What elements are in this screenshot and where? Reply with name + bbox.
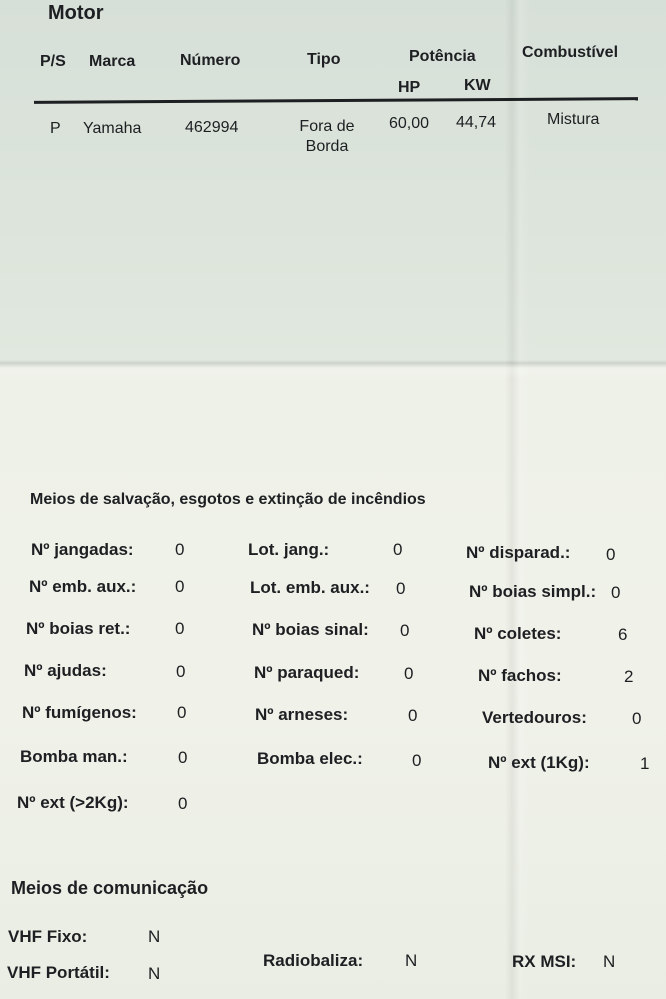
value-radiobaliza: N bbox=[405, 951, 418, 970]
header-numero: Número bbox=[180, 52, 241, 69]
cell-hp: 60,00 bbox=[389, 115, 430, 132]
value-ext-1kg: 1 bbox=[640, 754, 650, 773]
header-tipo: Tipo bbox=[307, 51, 341, 68]
cell-numero: 462994 bbox=[185, 119, 239, 136]
label-fachos: Nº fachos: bbox=[478, 666, 562, 685]
label-lot-jang: Lot. jang.: bbox=[248, 540, 330, 559]
header-hp: HP bbox=[398, 79, 421, 96]
label-lot-emb-aux: Lot. emb. aux.: bbox=[250, 578, 370, 597]
label-ext-2kg: Nº ext (>2Kg): bbox=[17, 793, 129, 812]
label-rx-msi: RX MSI: bbox=[512, 952, 577, 971]
label-vhf-fixo: VHF Fixo: bbox=[8, 927, 88, 946]
value-boias-simpl: 0 bbox=[611, 583, 621, 602]
value-vhf-portatil: N bbox=[148, 964, 161, 983]
value-lot-jang: 0 bbox=[393, 540, 403, 559]
label-boias-sinal: Nº boias sinal: bbox=[252, 620, 369, 639]
cell-tipo-line2: Borda bbox=[305, 138, 349, 155]
value-vhf-fixo: N bbox=[148, 927, 161, 946]
header-potencia: Potência bbox=[409, 48, 476, 65]
salvacao-section-title: Meios de salvação, esgotos e extinção de incêndios bbox=[30, 491, 426, 508]
value-bomba-elec: 0 bbox=[412, 751, 422, 770]
header-rule bbox=[34, 97, 638, 104]
value-disparad: 0 bbox=[606, 545, 616, 564]
value-lot-emb-aux: 0 bbox=[396, 579, 406, 598]
value-boias-ret: 0 bbox=[175, 619, 185, 638]
header-combustivel: Combustível bbox=[522, 44, 619, 61]
label-bomba-elec: Bomba elec.: bbox=[257, 749, 363, 768]
label-disparad: Nº disparad.: bbox=[466, 543, 571, 562]
value-coletes: 6 bbox=[618, 625, 628, 644]
cell-kw: 44,74 bbox=[456, 114, 497, 131]
value-boias-sinal: 0 bbox=[400, 621, 410, 640]
label-vhf-portatil: VHF Portátil: bbox=[7, 963, 110, 982]
label-paraqued: Nº paraqued: bbox=[254, 663, 360, 682]
header-kw: KW bbox=[464, 77, 491, 94]
cell-ps: P bbox=[50, 120, 61, 137]
label-fumigenos: Nº fumígenos: bbox=[22, 703, 137, 722]
header-marca: Marca bbox=[89, 53, 136, 70]
label-arneses: Nº arneses: bbox=[255, 705, 349, 724]
label-jangadas: Nº jangadas: bbox=[31, 540, 134, 559]
label-bomba-man: Bomba man.: bbox=[20, 747, 128, 766]
value-fumigenos: 0 bbox=[177, 703, 187, 722]
label-emb-aux: Nº emb. aux.: bbox=[29, 577, 137, 596]
value-paraqued: 0 bbox=[404, 664, 414, 683]
label-ajudas: Nº ajudas: bbox=[24, 661, 107, 680]
value-ext-2kg: 0 bbox=[178, 794, 188, 813]
value-fachos: 2 bbox=[624, 667, 634, 686]
cell-combustivel: Mistura bbox=[547, 111, 600, 128]
value-rx-msi: N bbox=[603, 952, 616, 971]
label-vertedouros: Vertedouros: bbox=[482, 708, 587, 727]
value-bomba-man: 0 bbox=[178, 748, 188, 767]
value-jangadas: 0 bbox=[175, 540, 185, 559]
label-boias-ret: Nº boias ret.: bbox=[26, 619, 131, 638]
value-ajudas: 0 bbox=[176, 662, 186, 681]
motor-section-title: Motor bbox=[48, 2, 104, 24]
label-radiobaliza: Radiobaliza: bbox=[263, 951, 364, 970]
value-emb-aux: 0 bbox=[175, 577, 185, 596]
label-boias-simpl: Nº boias simpl.: bbox=[469, 582, 597, 601]
value-vertedouros: 0 bbox=[632, 709, 642, 728]
cell-tipo-line1: Fora de bbox=[299, 118, 355, 135]
comunicacao-section-title: Meios de comunicação bbox=[11, 878, 209, 898]
value-arneses: 0 bbox=[408, 706, 418, 725]
label-coletes: Nº coletes: bbox=[474, 624, 562, 643]
label-ext-1kg: Nº ext (1Kg): bbox=[488, 753, 590, 772]
header-ps: P/S bbox=[40, 53, 66, 70]
cell-marca: Yamaha bbox=[83, 120, 142, 137]
